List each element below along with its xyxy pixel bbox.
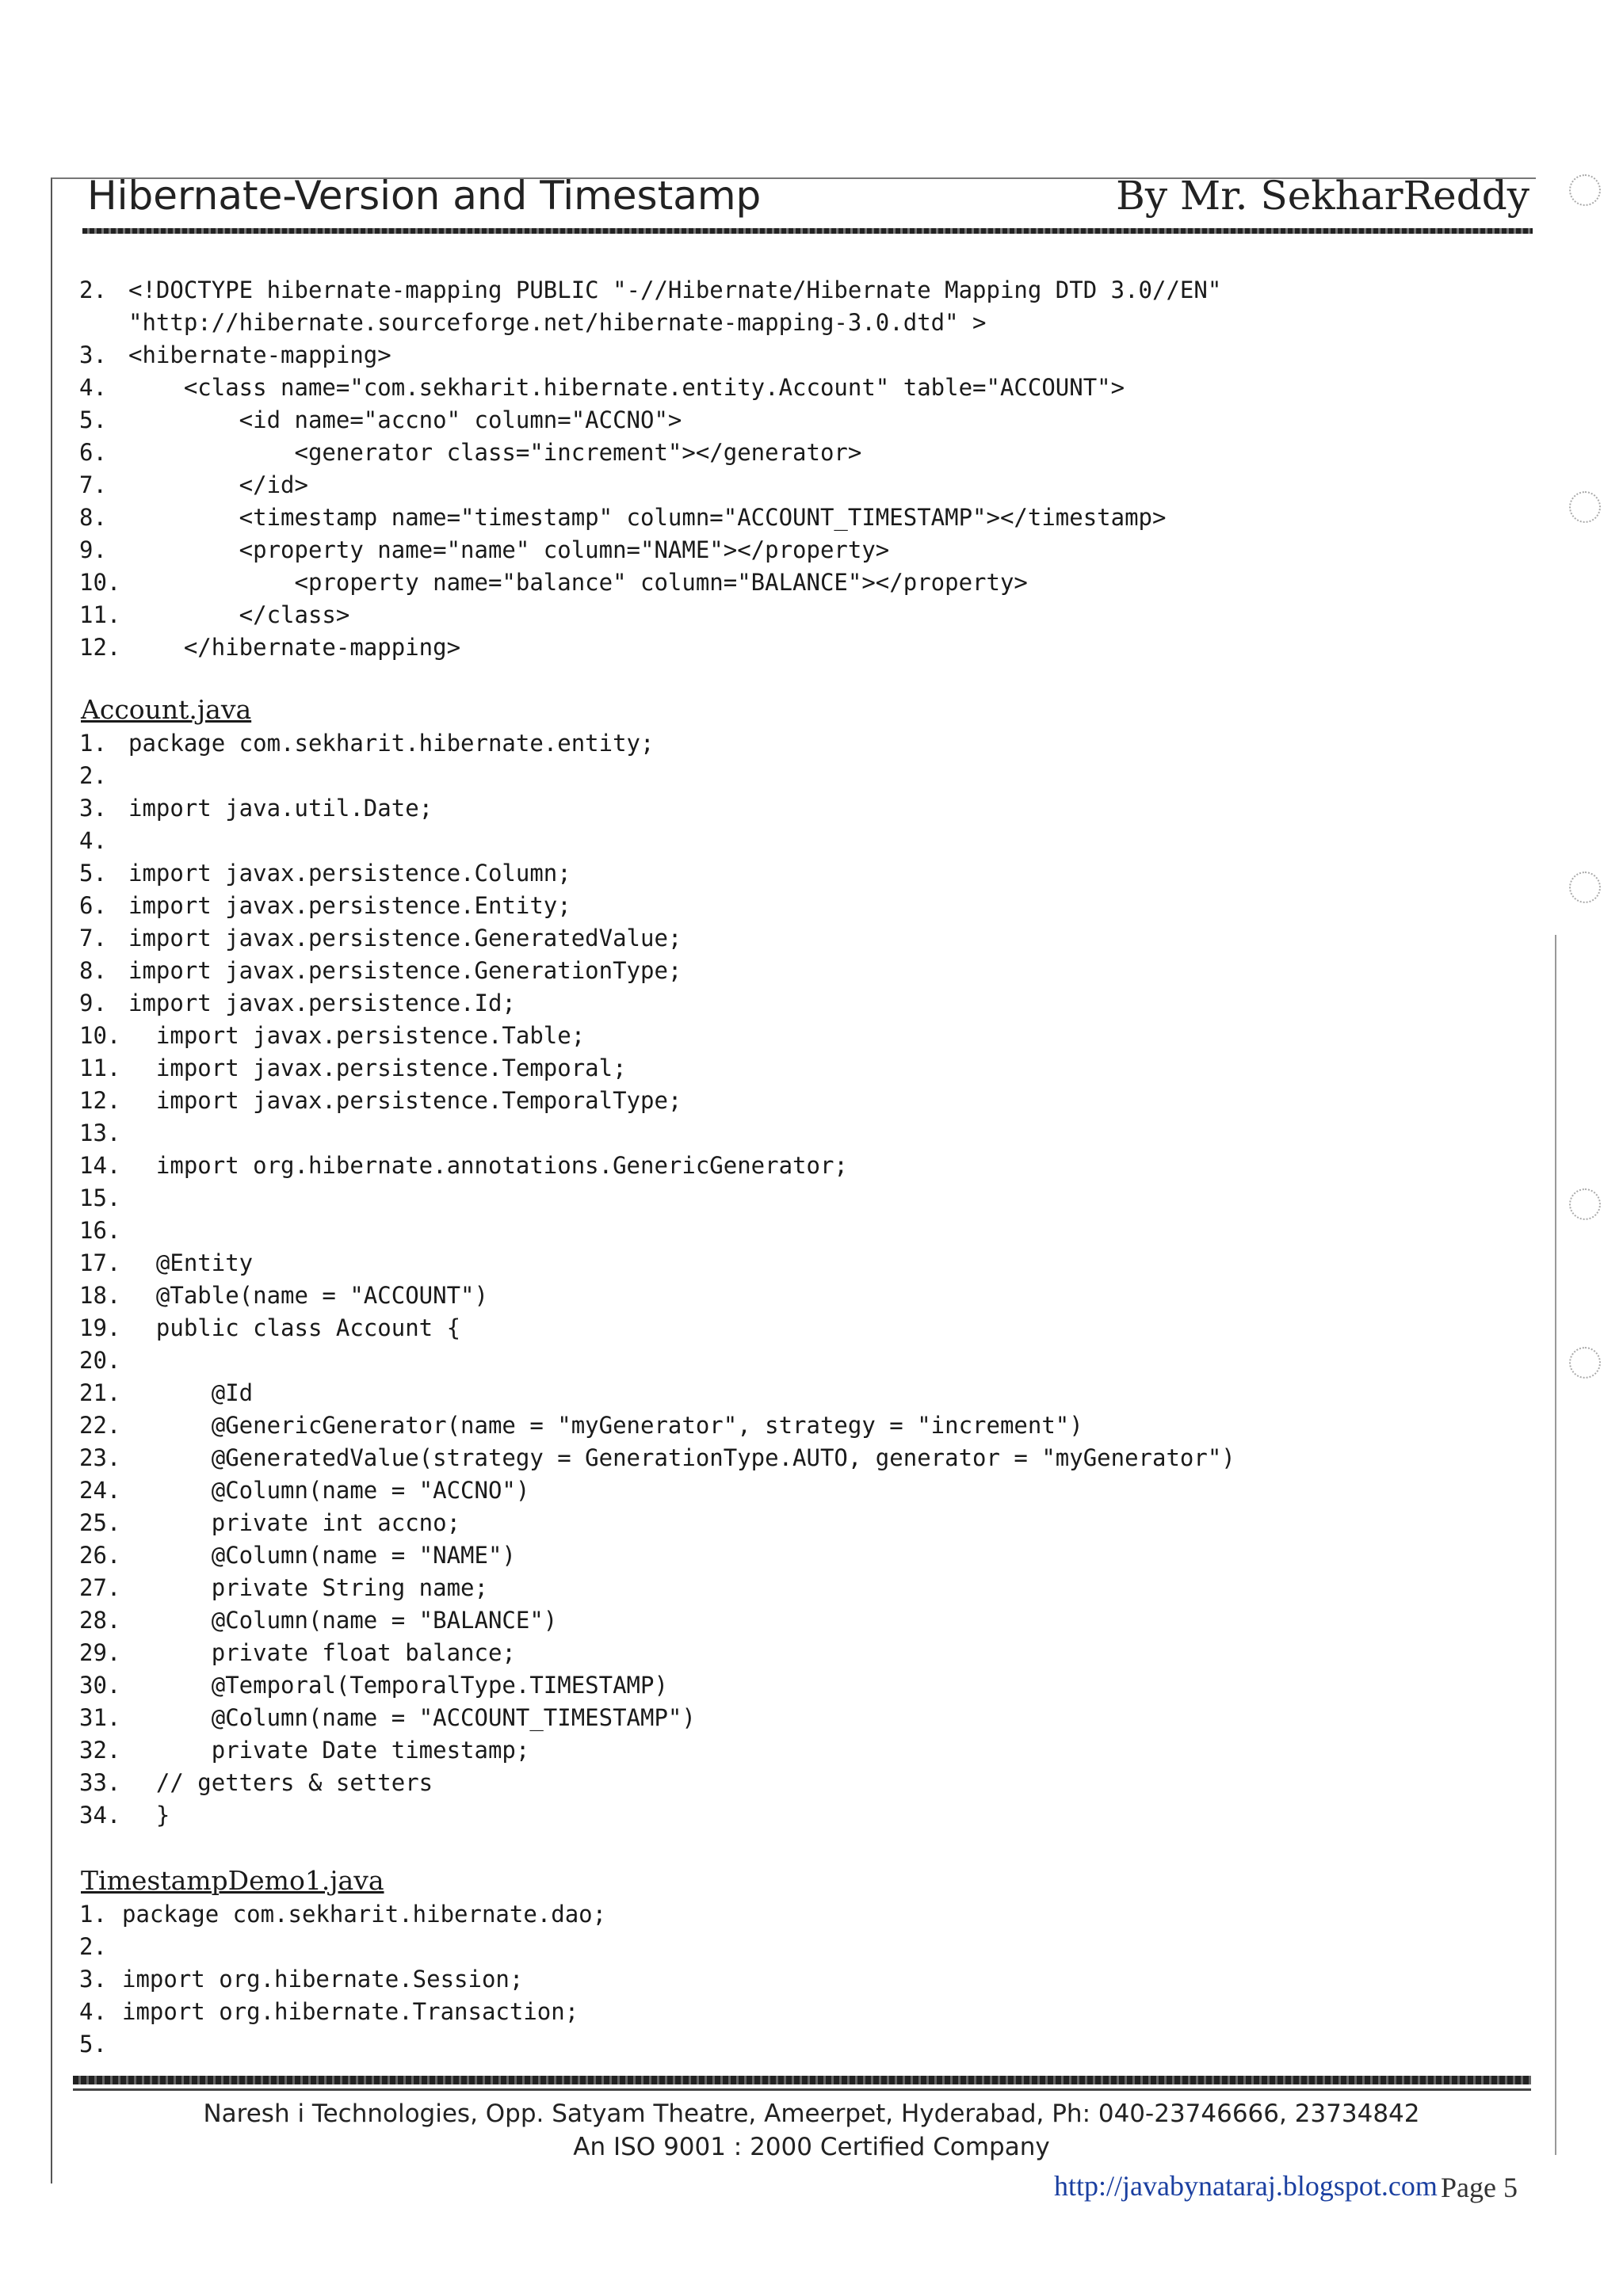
code-text: import javax.persistence.Id;: [128, 990, 516, 1016]
code-line: [79, 631, 1221, 664]
line-number: 14.: [79, 1152, 121, 1179]
code-text: import javax.persistence.Table;: [128, 1022, 586, 1049]
header-rule: [82, 228, 1533, 234]
code-line: [79, 274, 1221, 307]
code-line: [79, 1507, 1235, 1539]
line-number: 27.: [79, 1574, 121, 1601]
code-text: "http://hibernate.sourceforge.net/hibernate-mapping-3.0.dtd" >: [128, 309, 987, 336]
binding-margin-line: [1555, 935, 1556, 2155]
line-number: 32.: [79, 1737, 121, 1764]
punch-hole-mark: [1569, 1347, 1601, 1379]
line-number: 30.: [79, 1672, 121, 1699]
footer-rule: [73, 2076, 1531, 2084]
code-line: [79, 1150, 1235, 1182]
account-code-block: [79, 727, 1235, 1832]
code-line: [79, 1474, 1235, 1507]
code-text: @GenericGenerator(name = "myGenerator", strategy = "increment"): [128, 1412, 1083, 1439]
code-line: [79, 1052, 1235, 1085]
punch-hole-mark: [1569, 871, 1601, 903]
code-line: [79, 534, 1221, 566]
code-text: @Column(name = "NAME"): [128, 1542, 516, 1569]
line-number: 25.: [79, 1509, 121, 1536]
line-number: 2.: [79, 762, 107, 789]
code-text: <!DOCTYPE hibernate-mapping PUBLIC "-//Hibernate/Hibernate Mapping DTD 3.0//EN": [128, 277, 1222, 303]
line-number: 8.: [79, 957, 107, 984]
code-text: @Table(name = "ACCOUNT"): [128, 1282, 488, 1309]
line-number: 10.: [79, 569, 121, 596]
code-text: @Temporal(TemporalType.TIMESTAMP): [128, 1672, 668, 1699]
code-text: </class>: [128, 601, 350, 628]
code-line: [79, 469, 1221, 502]
line-number: 33.: [79, 1769, 121, 1796]
code-line: [79, 502, 1221, 534]
line-number: 5.: [79, 2031, 107, 2058]
line-number: 9.: [79, 536, 107, 563]
code-line: [79, 1898, 606, 1931]
code-text: @Column(name = "ACCNO"): [128, 1477, 530, 1504]
code-text: @GeneratedValue(strategy = GenerationType.AUTO, generator = "myGenerator"): [128, 1444, 1235, 1471]
footer-certification: An ISO 9001 : 2000 Certified Company: [573, 2133, 1050, 2161]
code-text: // getters & setters: [128, 1769, 433, 1796]
code-line: [79, 727, 1235, 760]
code-line: [79, 1669, 1235, 1702]
code-line: [79, 1931, 606, 1963]
code-line: [79, 922, 1235, 955]
line-number: 15.: [79, 1184, 121, 1211]
code-text: import java.util.Date;: [128, 795, 433, 822]
code-text: @Column(name = "ACCOUNT_TIMESTAMP"): [128, 1704, 696, 1731]
code-text: package com.sekharit.hibernate.dao;: [122, 1901, 607, 1928]
line-number: 5.: [79, 406, 107, 433]
code-text: @Column(name = "BALANCE"): [128, 1607, 558, 1634]
code-line: [79, 1702, 1235, 1734]
line-number: 4.: [79, 1998, 107, 2025]
code-line: [79, 1247, 1235, 1280]
blog-url-link[interactable]: http://javabynataraj.blogspot.com: [1054, 2170, 1438, 2202]
line-number: 28.: [79, 1607, 121, 1634]
code-text: import org.hibernate.Session;: [122, 1966, 524, 1993]
line-number: 5.: [79, 860, 107, 887]
code-text: <property name="name" column="NAME"></property>: [128, 536, 890, 563]
code-text: <property name="balance" column="BALANCE"></property>: [128, 569, 1028, 596]
line-number: 18.: [79, 1282, 121, 1309]
line-number: 26.: [79, 1542, 121, 1569]
code-line: [79, 1637, 1235, 1669]
code-line: [79, 1182, 1235, 1215]
code-line: [79, 372, 1221, 404]
code-line: [79, 1572, 1235, 1604]
code-line: [79, 955, 1235, 987]
code-text: private String name;: [128, 1574, 488, 1601]
code-line: [79, 760, 1235, 792]
line-number: 12.: [79, 1087, 121, 1114]
code-line: [79, 404, 1221, 437]
code-line: [79, 1020, 1235, 1052]
account-section-title: Account.java: [81, 694, 252, 725]
code-line: [79, 1085, 1235, 1117]
code-text: </id>: [128, 471, 308, 498]
code-text: import javax.persistence.Entity;: [128, 892, 571, 919]
code-line: [79, 1117, 1235, 1150]
code-line: [79, 987, 1235, 1020]
line-number: 20.: [79, 1347, 121, 1374]
code-line: [79, 1767, 1235, 1799]
line-number: 11.: [79, 601, 121, 628]
line-number: 2.: [79, 1933, 107, 1960]
code-line: [79, 307, 1221, 339]
code-text: import org.hibernate.Transaction;: [122, 1998, 579, 2025]
code-text: </hibernate-mapping>: [128, 634, 461, 661]
line-number: 16.: [79, 1217, 121, 1244]
code-line: [79, 1344, 1235, 1377]
demo-section-title: TimestampDemo1.java: [81, 1865, 384, 1896]
page-title: Hibernate-Version and Timestamp: [87, 173, 762, 219]
code-line: [79, 1377, 1235, 1409]
code-line: [79, 1280, 1235, 1312]
line-number: 2.: [79, 277, 107, 303]
line-number: 29.: [79, 1639, 121, 1666]
code-line: [79, 1799, 1235, 1832]
code-text: private Date timestamp;: [128, 1737, 530, 1764]
code-text: package com.sekharit.hibernate.entity;: [128, 730, 655, 757]
code-line: [79, 1312, 1235, 1344]
footer-address: Naresh i Technologies, Opp. Satyam Theatre, Ameerpet, Hyderabad, Ph: 040-23746666, 23734842: [203, 2100, 1420, 2128]
line-number: 4.: [79, 374, 107, 401]
code-text: @Entity: [128, 1249, 254, 1276]
code-line: [79, 437, 1221, 469]
punch-hole-mark: [1569, 491, 1601, 523]
code-line: [79, 1409, 1235, 1442]
code-text: import javax.persistence.Column;: [128, 860, 571, 887]
line-number: 11.: [79, 1055, 121, 1081]
code-text: <class name="com.sekharit.hibernate.entity.Account" table="ACCOUNT">: [128, 374, 1125, 401]
code-text: import javax.persistence.Temporal;: [128, 1055, 627, 1081]
code-text: import javax.persistence.GeneratedValue;: [128, 925, 682, 952]
line-number: 8.: [79, 504, 107, 531]
code-text: import javax.persistence.TemporalType;: [128, 1087, 682, 1114]
line-number: 6.: [79, 439, 107, 466]
line-number: 9.: [79, 990, 107, 1016]
line-number: 17.: [79, 1249, 121, 1276]
author-label: By Mr. SekharReddy: [1116, 173, 1529, 219]
line-number: 6.: [79, 892, 107, 919]
page-header: [87, 173, 1529, 228]
line-number: 3.: [79, 341, 107, 368]
footer-rule-thin: [73, 2088, 1531, 2091]
code-text: private float balance;: [128, 1639, 516, 1666]
code-line: [79, 792, 1235, 825]
code-line: [79, 890, 1235, 922]
code-line: [79, 2028, 606, 2061]
line-number: 34.: [79, 1802, 121, 1829]
code-text: public class Account {: [128, 1314, 461, 1341]
code-line: [79, 825, 1235, 857]
code-text: }: [128, 1802, 170, 1829]
code-text: <id name="accno" column="ACCNO">: [128, 406, 682, 433]
line-number: 10.: [79, 1022, 121, 1049]
page-number: Page 5: [1441, 2172, 1518, 2203]
line-number: 13.: [79, 1119, 121, 1146]
code-line: [79, 566, 1221, 599]
line-number: 31.: [79, 1704, 121, 1731]
code-line: [79, 599, 1221, 631]
punch-hole-mark: [1569, 1188, 1601, 1220]
code-line: [79, 857, 1235, 890]
line-number: 22.: [79, 1412, 121, 1439]
code-line: [79, 1442, 1235, 1474]
line-number: 23.: [79, 1444, 121, 1471]
code-line: [79, 339, 1221, 372]
code-line: [79, 1734, 1235, 1767]
line-number: 7.: [79, 925, 107, 952]
code-text: private int accno;: [128, 1509, 461, 1536]
line-number: 12.: [79, 634, 121, 661]
code-line: [79, 1963, 606, 1996]
line-number: 3.: [79, 1966, 107, 1993]
code-line: [79, 1996, 606, 2028]
line-number: 7.: [79, 471, 107, 498]
code-text: import javax.persistence.GenerationType;: [128, 957, 682, 984]
line-number: 19.: [79, 1314, 121, 1341]
demo-code-block: [79, 1898, 606, 2061]
line-number: 4.: [79, 827, 107, 854]
code-text: <generator class="increment"></generator>: [128, 439, 862, 466]
code-text: <timestamp name="timestamp" column="ACCOUNT_TIMESTAMP"></timestamp>: [128, 504, 1167, 531]
code-text: @Id: [128, 1379, 254, 1406]
code-line: [79, 1215, 1235, 1247]
mapping-code-block: [79, 274, 1221, 664]
punch-hole-mark: [1569, 174, 1601, 206]
code-text: import org.hibernate.annotations.GenericGenerator;: [128, 1152, 848, 1179]
line-number: 1.: [79, 730, 107, 757]
line-number: 3.: [79, 795, 107, 822]
code-line: [79, 1604, 1235, 1637]
line-number: 21.: [79, 1379, 121, 1406]
line-number: 24.: [79, 1477, 121, 1504]
code-text: <hibernate-mapping>: [128, 341, 391, 368]
code-line: [79, 1539, 1235, 1572]
line-number: 1.: [79, 1901, 107, 1928]
